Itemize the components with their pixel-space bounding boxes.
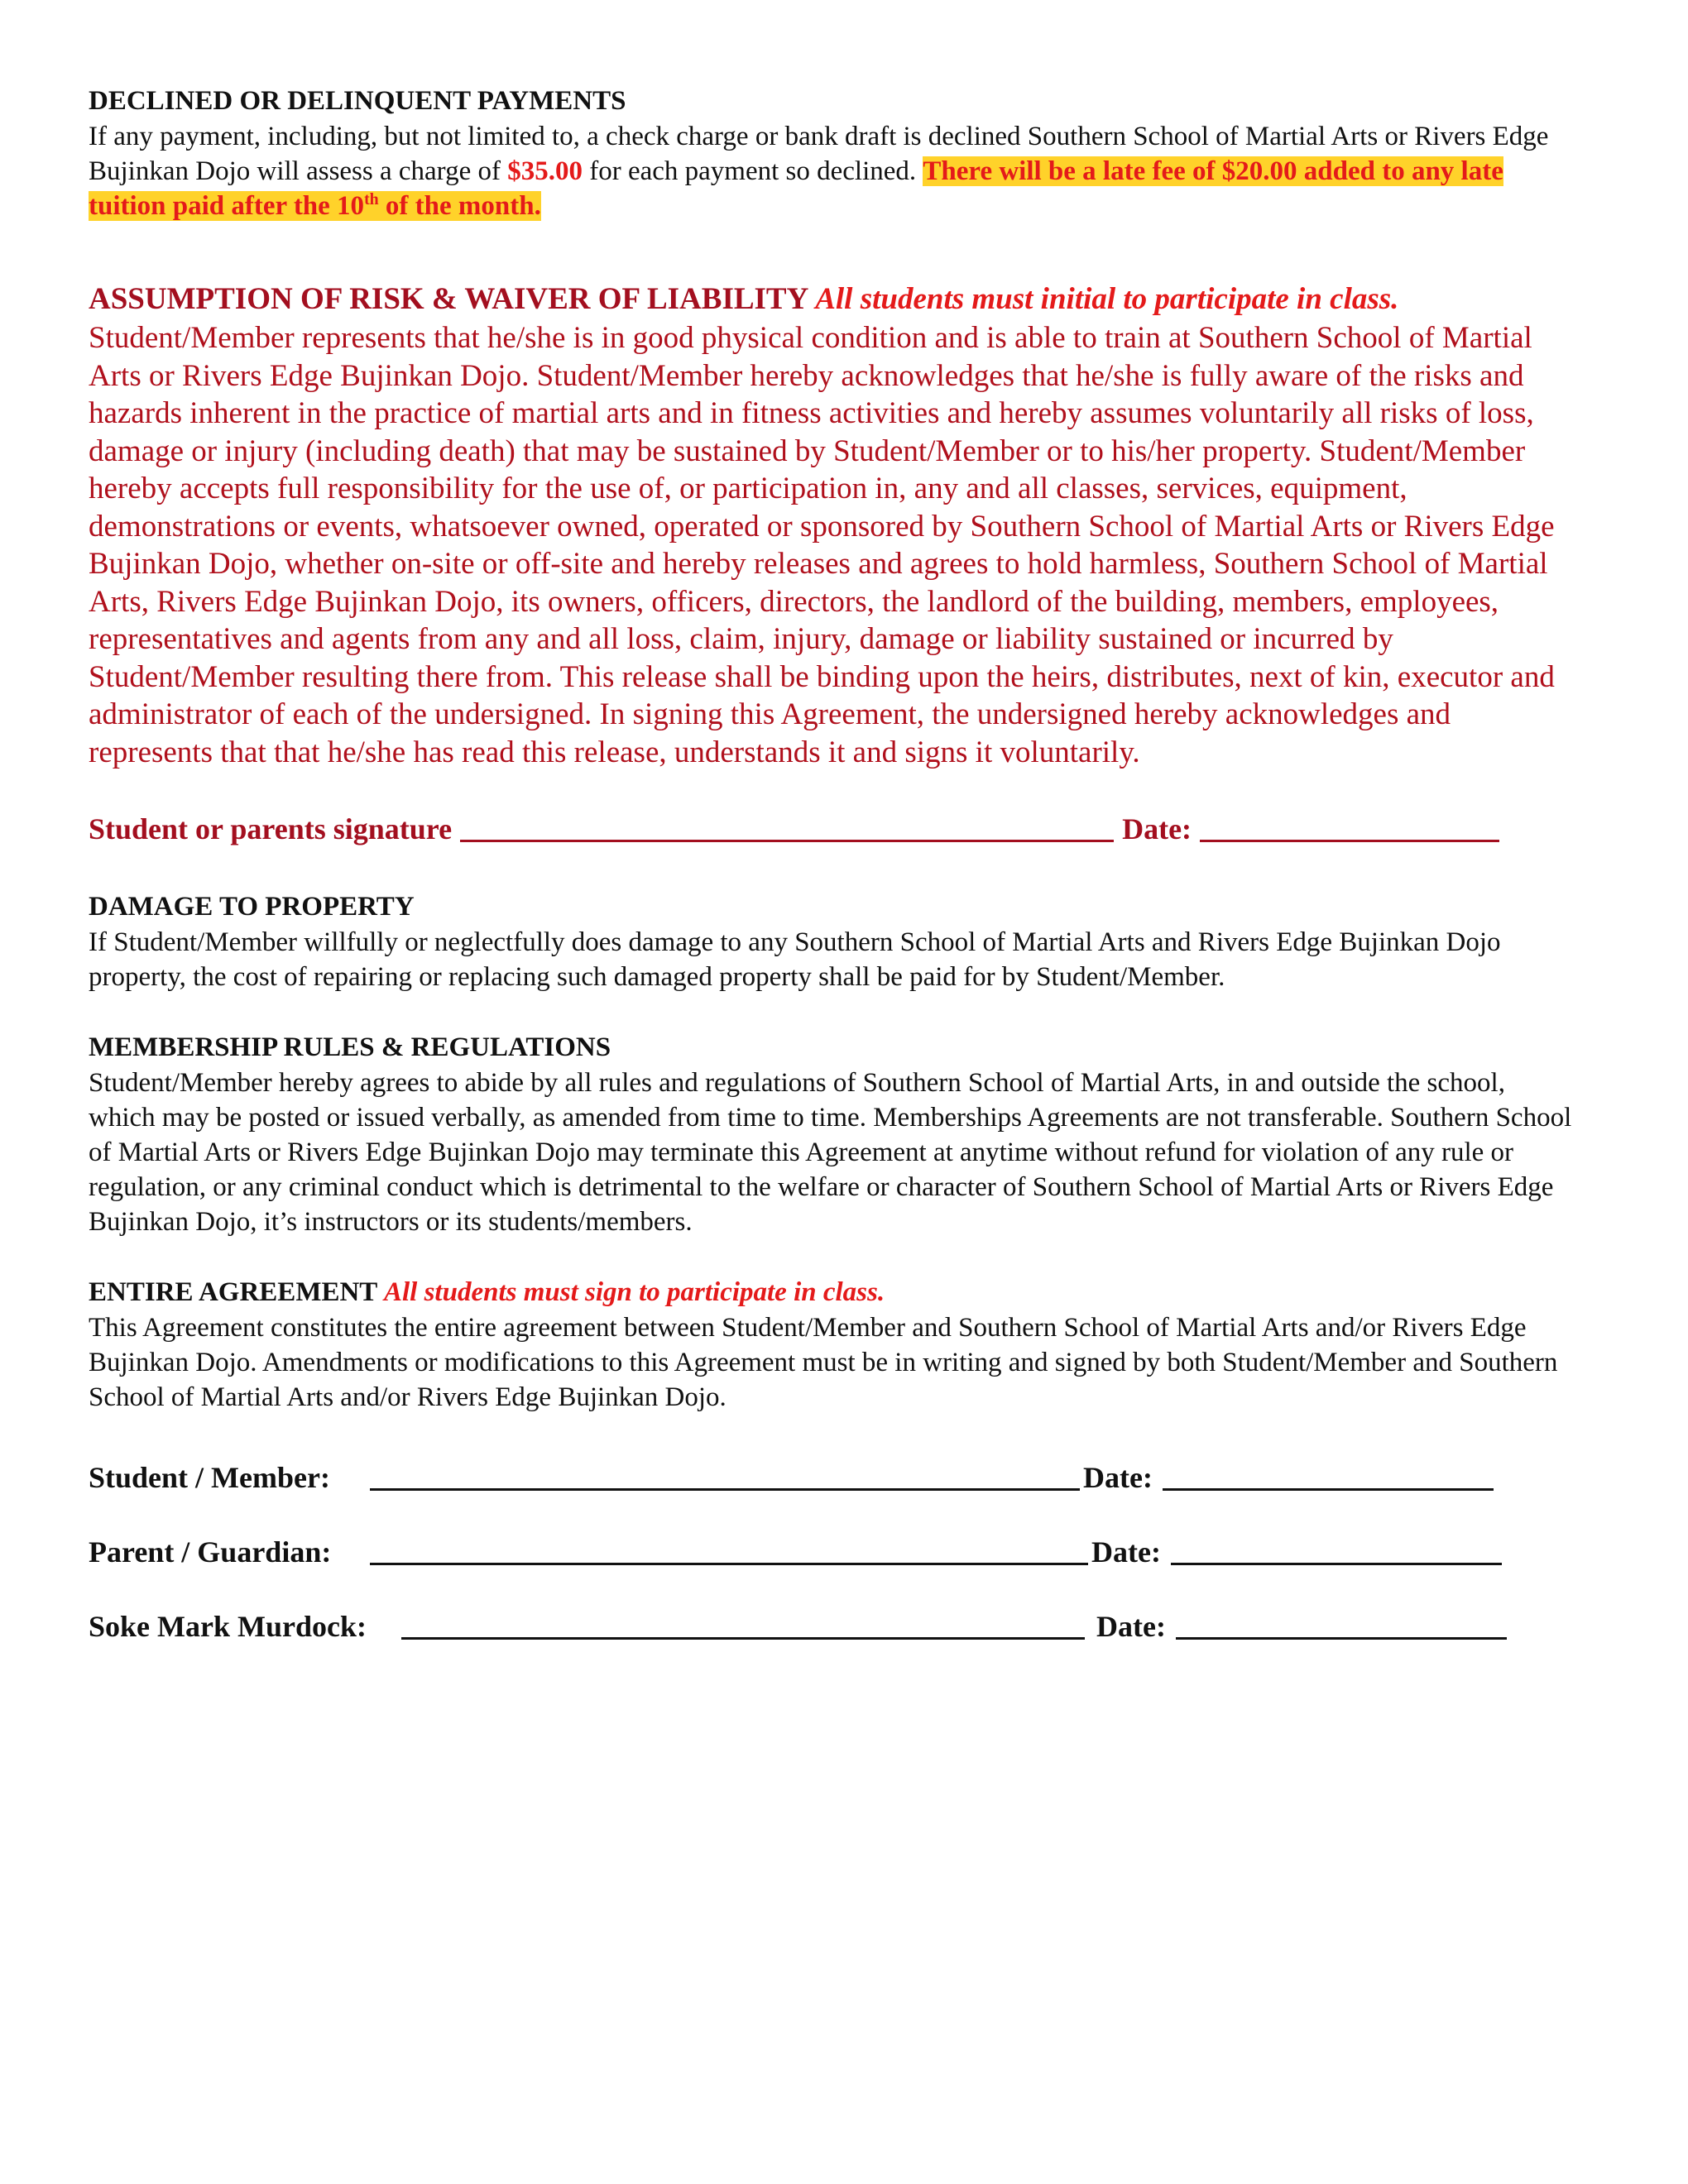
parent-signature-label: Parent / Guardian: [89,1535,332,1569]
soke-signature-label: Soke Mark Murdock: [89,1610,367,1643]
parent-signature-row [89,1534,1578,1570]
waiver-signature-row [89,811,1578,847]
declined-payments-heading: DECLINED OR DELINQUENT PAYMENTS [89,86,626,116]
charge-amount: $35.00 [507,156,583,186]
parent-signature-line[interactable] [370,1535,1088,1565]
waiver-signature-label: Student or parents signature [89,812,453,845]
declined-payments-text [89,119,1578,223]
late-fee-text-b: of the month. [378,191,541,221]
entire-heading-row [89,1274,1578,1310]
damage-heading: DAMAGE TO PROPERTY [89,892,415,922]
damage-text: If Student/Member willfully or neglectfully does damage to any Southern School of Martial Arts and Rivers Edge Bujinkan Dojo property, the cost of repairing or replacing such damaged property shall be paid for by Student/Member. [89,927,1501,992]
late-fee-text-a: There will be a late fee of $20.00 added to any late tuition paid after the 10 [89,156,1503,221]
declined-payments-section [89,83,1578,223]
student-signature-line[interactable] [370,1460,1080,1491]
declined-text-b: for each payment so declined. [582,156,923,186]
student-signature-label: Student / Member: [89,1461,330,1494]
entire-text: This Agreement constitutes the entire agreement between Student/Member and Southern School of Martial Arts and/or Rivers Edge Bujinkan Dojo. Amendments or modifications to this Agreement must be in writing and signed by both Student/Member and Southern School of Martial Arts and/or Rivers Edge Bujinkan Dojo. [89,1313,1558,1412]
damage-section [89,888,1578,994]
waiver-date-line[interactable] [1200,812,1499,842]
declined-text-a: If any payment, including, but not limited to, a check charge or bank draft is declined Southern School of Martial Arts or Rivers Edge Bujinkan Dojo will assess a charge of [89,122,1549,186]
waiver-section [89,280,1578,771]
parent-date-line[interactable] [1171,1535,1502,1565]
waiver-signature-line[interactable] [460,812,1114,842]
entire-heading: ENTIRE AGREEMENT [89,1277,377,1307]
waiver-date-label: Date: [1122,812,1192,845]
parent-date-label: Date: [1091,1535,1161,1569]
rules-heading: MEMBERSHIP RULES & REGULATIONS [89,1032,611,1062]
soke-signature-row [89,1608,1578,1645]
student-date-label: Date: [1083,1461,1153,1494]
waiver-heading: ASSUMPTION OF RISK & WAIVER OF LIABILITY [89,282,808,316]
late-fee-superscript: th [364,190,379,208]
soke-signature-line[interactable] [401,1609,1085,1640]
student-signature-row [89,1459,1578,1496]
student-date-line[interactable] [1163,1460,1494,1491]
waiver-heading-row [89,280,1578,319]
rules-section [89,1029,1578,1239]
entire-agreement-section [89,1274,1578,1415]
soke-date-label: Date: [1096,1610,1166,1643]
rules-text: Student/Member hereby agrees to abide by all rules and regulations of Southern School of Martial Arts, in and outside the school, which may be posted or issued verbally, as amended from time to time. Memberships Agreements are not transferable. Southern School of Martial Arts or Rivers Edge Bujinkan Dojo may terminate this Agreement at anytime without refund for violation of any rule or regulation, or any criminal conduct which is detrimental to the welfare or character of Southern School of Martial Arts or Rivers Edge Bujinkan Dojo, it’s instructors or its students/members. [89,1068,1572,1237]
entire-instruction: All students must sign to participate in class. [383,1277,885,1307]
soke-date-line[interactable] [1176,1609,1507,1640]
waiver-instruction: All students must initial to participate in class. [815,282,1399,316]
document-content [89,83,1578,1645]
waiver-text: Student/Member represents that he/she is in good physical condition and is able to train at Southern School of Martial Arts or Rivers Edge Bujinkan Dojo. Student/Member hereby acknowledges that he/she is fully aware of the risks and hazards inherent in the practice of martial arts and in fitness activities and hereby assumes voluntarily all risks of loss, damage or injury (including death) that may be sustained by Student/Member or to his/her property. Student/Member hereby accepts full responsibility for the use of, or participation in, any and all classes, services, equipment, demonstrations or events, whatsoever owned, operated or sponsored by Southern School of Martial Arts or Rivers Edge Bujinkan Dojo, whether on-site or off-site and hereby releases and agrees to hold harmless, Southern School of Martial Arts, Rivers Edge Bujinkan Dojo, its owners, officers, directors, the landlord of the building, members, employees, representatives and agents from any and all loss, claim, injury, damage or liability sustained or incurred by Student/Member resulting there from. This release shall be binding upon the heirs, distributes, next of kin, executor and administrator of each of the undersigned. In signing this Agreement, the undersigned hereby acknowledges and represents that that he/she has read this release, understands it and signs it voluntarily. [89,321,1555,769]
